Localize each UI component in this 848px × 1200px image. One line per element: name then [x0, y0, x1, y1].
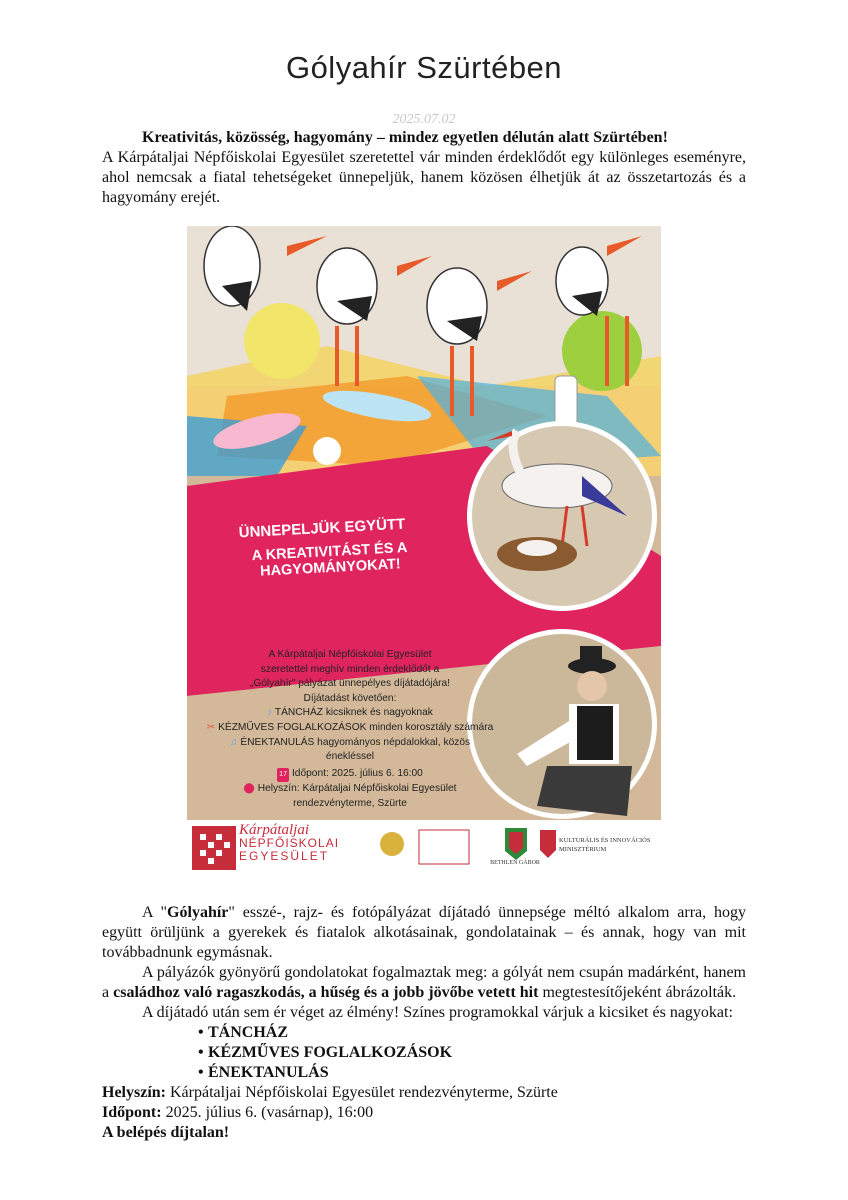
music-note-icon: ♫ [229, 736, 241, 748]
craft-icon: ✂ [206, 721, 219, 733]
logo-bethlen: BETHLEN GÁBOR [490, 860, 540, 866]
paragraph-2: A pályázók gyönyörű gondolatokat fogalmaztak meg: a gólyát nem csupán madárként, hanem a családhoz való ragaszkodás, a hűség és a jobb jövőbe vetett hit megtestesítőjeként ábrázolták. [102, 964, 746, 1001]
poster-program: ♫ ÉNEKTANULÁS hagyományos népdalokkal, közös énekléssel [229, 736, 471, 763]
poster-line: „Gólyahír" pályázat ünnepélyes díjátadójára! [249, 678, 451, 690]
poster-place: ⬤ Helyszín: Kárpátaljai Népfőiskolai Egyesület [243, 783, 457, 795]
poster-place-2: rendezvényterme, Szürte [293, 797, 407, 809]
calendar-icon: 17 [277, 768, 289, 783]
logo-karpataljai: Kárpátaljai NÉPFŐISKOLAI EGYESÜLET [239, 822, 340, 863]
poster-line: A Kárpátaljai Népfőiskolai Egyesület [268, 649, 432, 660]
list-item: • TÁNCHÁZ [198, 1023, 746, 1043]
publish-date: 2025.07.02 [392, 112, 456, 127]
event-poster [187, 226, 661, 878]
poster-line: Díjátadást követően: [303, 692, 397, 704]
program-list [102, 1023, 746, 1083]
poster-time: 17 Időpont: 2025. július 6. 16:00 [205, 767, 495, 783]
poster-headline-1: ÜNNEPELJÜK EGYÜTT [238, 515, 406, 542]
intro-text: A Kárpátaljai Népfőiskolai Egyesület szeretettel vár minden érdeklődőt egy különleges eseményre, ahol nemcsak a fiatal tehetségeket ünnepeljük, hanem közösen élhetjük át az összetartozás és a hagyomány erejét. [102, 149, 746, 206]
time-info: Időpont: 2025. július 6. (vasárnap), 16:00 [102, 1104, 374, 1121]
poster-program: ✂ KÉZMŰVES FOGLALKOZÁSOK minden korosztály számára [206, 721, 494, 733]
place-info: Helyszín: Kárpátaljai Népfőiskolai Egyesület rendezvényterme, Szürte [102, 1084, 558, 1101]
free-entry-note: A belépés díjtalan! [102, 1124, 230, 1141]
intro-section [102, 128, 746, 208]
logo-ministry: KULTURÁLIS ÉS INNOVÁCIÓS MINISZTÉRIUM [559, 837, 651, 853]
paragraph-3: A díjátadó után sem ér véget az élmény! Színes programokkal várjuk a kicsiket és nagyokat: [142, 1004, 733, 1021]
poster-invite-text [205, 648, 495, 812]
article-body [102, 903, 746, 1143]
poster-line: szeretettel meghív minden érdeklődőt a [260, 663, 440, 675]
intro-lead: Kreativitás, közösség, hagyomány – mindez egyetlen délután alatt Szürtében! [142, 129, 668, 146]
list-item: • KÉZMŰVES FOGLALKOZÁSOK [198, 1043, 746, 1063]
music-note-icon: ♪ [267, 707, 275, 719]
page-title: Gólyahír Szürtében [285, 50, 563, 85]
list-item: • ÉNEKTANULÁS [198, 1063, 746, 1083]
location-pin-icon: ⬤ [243, 783, 258, 795]
poster-program: ♪ TÁNCHÁZ kicsiknek és nagyoknak [267, 707, 433, 719]
yarn-ball-yellow [244, 303, 320, 379]
poster-headline-2: A KREATIVITÁST ÉS A HAGYOMÁNYOKAT! [251, 539, 408, 580]
paragraph-1: A "Gólyahír" esszé-, rajz- és fotópályázat díjátadó ünnepsége méltó alkalom arra, hogy együtt örüljünk a gyerekek és fiatalok alkotásainak, gondolatainak – és annak, hogy van mit továbbadnunk egymásnak. [102, 904, 746, 961]
